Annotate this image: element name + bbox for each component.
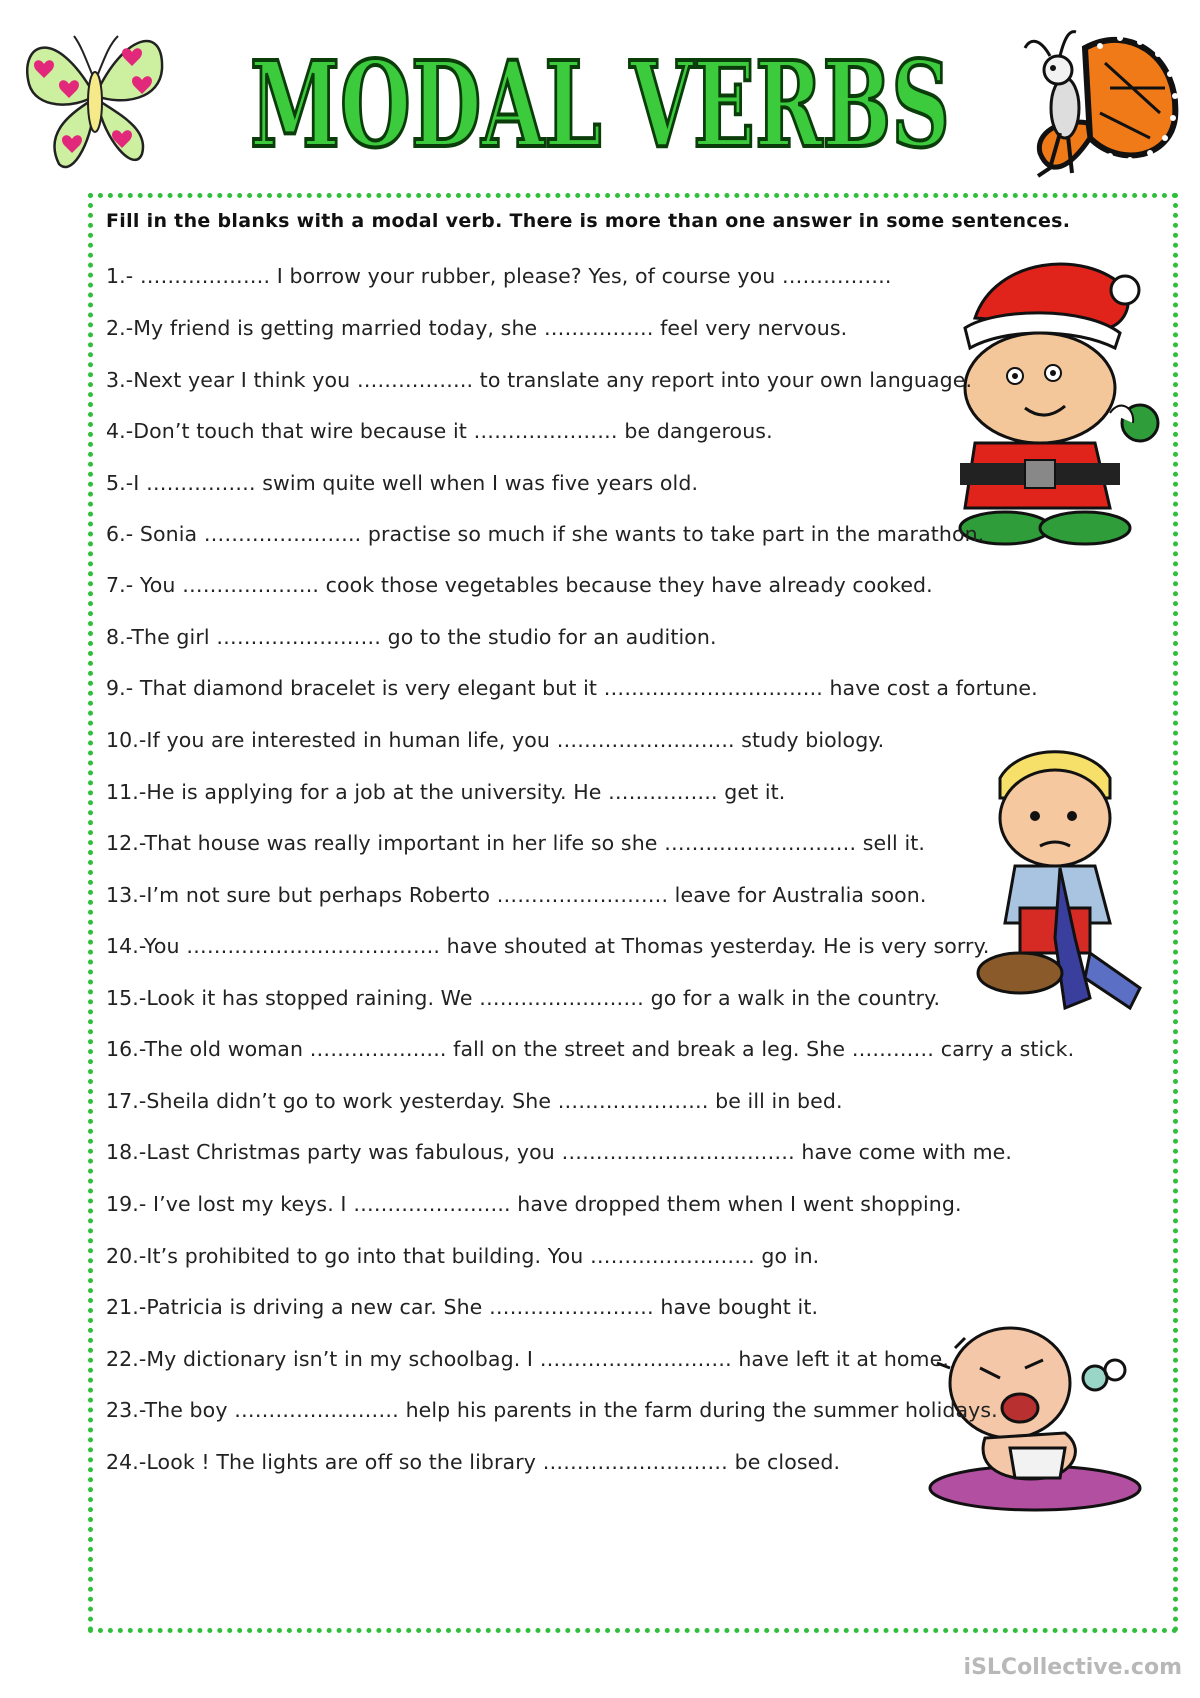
exercise-item: 14.-You ………………………………. have shouted at Thomas yesterday. He is very sorry. xyxy=(106,934,990,958)
exercise-item: 9.- That diamond bracelet is very elegant but it ………………………….. have cost a fortune. xyxy=(106,676,1038,700)
exercise-item: 8.-The girl …………………… go to the studio for an audition. xyxy=(106,625,717,649)
exercise-item: 20.-It’s prohibited to go into that building. You …………………… go in. xyxy=(106,1244,820,1268)
sulking-boy-illustration xyxy=(960,738,1160,1028)
exercise-item: 23.-The boy …………………… help his parents in the farm during the summer holidays. xyxy=(106,1398,998,1422)
watermark: iSLCollective.com xyxy=(963,1655,1182,1680)
exercise-item: 5.-I ……………. swim quite well when I was five years old. xyxy=(106,471,699,495)
exercise-item: 7.- You ……………….. cook those vegetables because they have already cooked. xyxy=(106,573,933,597)
exercise-item: 16.-The old woman ……………….. fall on the street and break a leg. She ………… carry a stick. xyxy=(106,1037,1075,1061)
exercise-item: 12.-That house was really important in her life so she ………………………. sell it. xyxy=(106,831,926,855)
page-title xyxy=(230,18,970,188)
exercise-item: 22.-My dictionary isn’t in my schoolbag. I ………………………. have left it at home. xyxy=(106,1347,949,1371)
exercise-item: 11.-He is applying for a job at the university. He ……………. get it. xyxy=(106,780,786,804)
exercise-item: 3.-Next year I think you …………….. to translate any report into your own language. xyxy=(106,368,973,392)
butterfly-orange-illustration xyxy=(1010,18,1185,193)
exercise-item: 2.-My friend is getting married today, she ……………. feel very nervous. xyxy=(106,316,848,340)
exercise-item: 1.- ………………. I borrow your rubber, please? Yes, of course you ……………. xyxy=(106,264,892,288)
santa-child-illustration xyxy=(935,248,1170,548)
exercise-item: 6.- Sonia ………………….. practise so much if she wants to take part in the marathon. xyxy=(106,522,985,546)
exercise-item: 17.-Sheila didn’t go to work yesterday. She …………………. be ill in bed. xyxy=(106,1089,843,1113)
exercise-item: 19.- I’ve lost my keys. I ………………….. have dropped them when I went shopping. xyxy=(106,1192,962,1216)
exercise-item: 21.-Patricia is driving a new car. She …………………… have bought it. xyxy=(106,1295,819,1319)
page-title-text: MODAL VERBS xyxy=(250,35,950,174)
butterfly-pink-illustration xyxy=(14,14,174,174)
instructions: Fill in the blanks with a modal verb. There is more than one answer in some sentences. xyxy=(106,210,1071,232)
exercise-item: 24.-Look ! The lights are off so the library ……………………… be closed. xyxy=(106,1450,841,1474)
exercise-item: 4.-Don’t touch that wire because it ………………… be dangerous. xyxy=(106,419,773,443)
exercise-item: 10.-If you are interested in human life, you …………………….. study biology. xyxy=(106,728,885,752)
exercise-item: 18.-Last Christmas party was fabulous, you ……………………………. have come with me. xyxy=(106,1140,1012,1164)
exercise-item: 13.-I’m not sure but perhaps Roberto ……………………. leave for Australia soon. xyxy=(106,883,927,907)
exercise-item: 15.-Look it has stopped raining. We …………………… go for a walk in the country. xyxy=(106,986,941,1010)
